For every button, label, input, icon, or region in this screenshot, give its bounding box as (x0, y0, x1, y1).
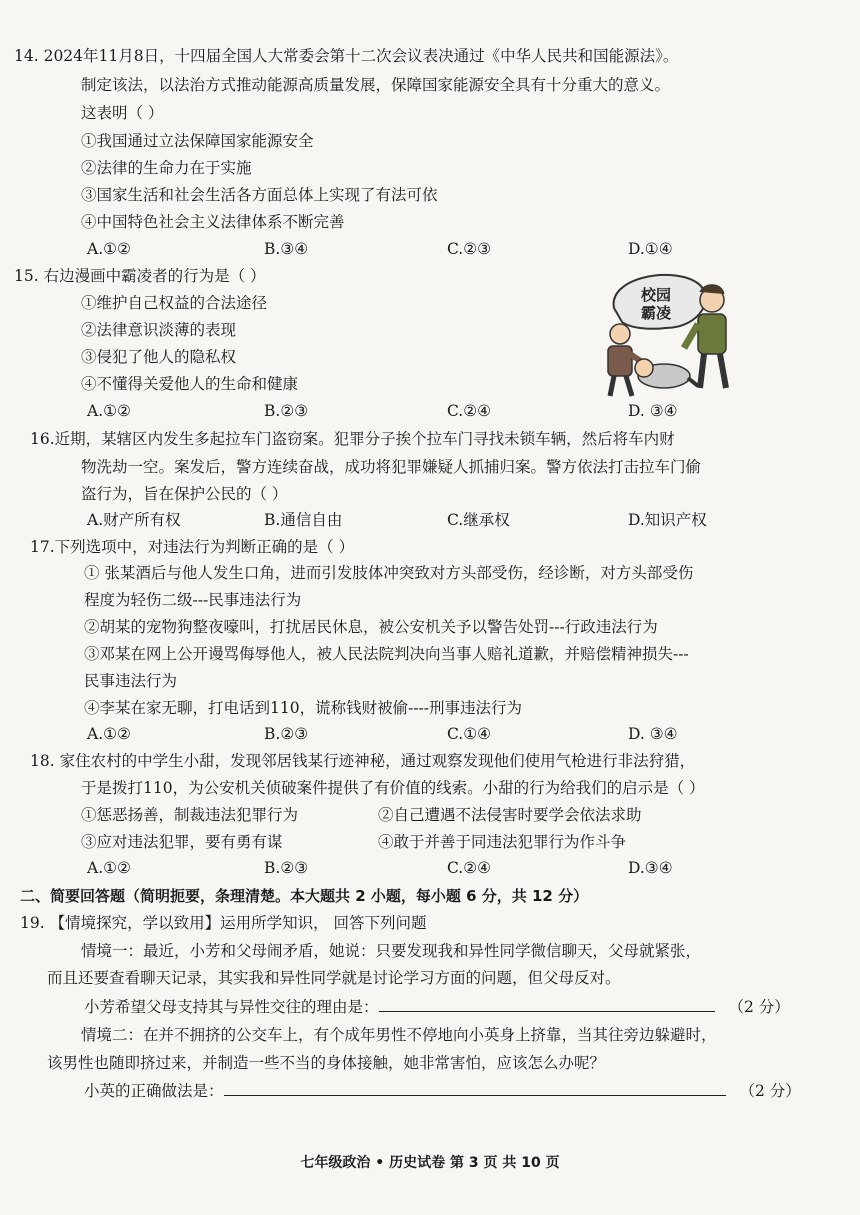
option-c: C.②④ (447, 402, 492, 420)
question-15-statement-4: ④不懂得关爱他人的生命和健康 (81, 375, 299, 393)
question-18-statement-2: ②自己遭遇不法侵害时要学会依法求助 (378, 806, 642, 824)
scenario-2-line2: 该男性也随即挤过来，并制造一些不当的身体接触，她非常害怕，应该怎么办呢？ (47, 1054, 606, 1072)
option-b: B.②③ (264, 402, 309, 420)
option-d: D.①④ (628, 240, 673, 258)
question-18-statement-1: ①惩恶扬善，制裁违法犯罪行为 (81, 806, 299, 824)
question-14-statement-3: ③国家生活和社会生活各方面总体上实现了有法可依 (81, 186, 438, 204)
page-footer: 七年级政治 • 历史试卷 第 3 页 共 10 页 (300, 1155, 560, 1171)
answer-blank-2[interactable] (224, 1079, 726, 1096)
answer-blank-1[interactable] (379, 995, 715, 1012)
question-17-statement-2: ②胡某的宠物狗整夜嚎叫，打扰居民休息，被公安机关予以警告处罚---行政违法行为 (84, 618, 658, 636)
question-19-points-2: （2 分） (739, 1082, 801, 1100)
question-15-statement-3: ③侵犯了他人的隐私权 (81, 348, 237, 366)
question-18-stem-line1: 18. 家住农村的中学生小甜，发现邻居钱某行迹神秘，通过观察发现他们使用气枪进行非法狩猎， (30, 752, 696, 770)
option-a: A.①② (87, 725, 131, 743)
question-18-stem-line2: 于是拨打110，为公安机关侦破案件提供了有价值的线索。小甜的行为给我们的启示是（ ） (81, 779, 705, 797)
question-14-statement-4: ④中国特色社会主义法律体系不断完善 (81, 213, 345, 231)
question-17-statement-3-line1: ③邓某在网上公开谩骂侮辱他人，被人民法院判决向当事人赔礼道歉，并赔偿精神损失--- (84, 645, 689, 663)
question-14-stem-line2: 制定该法，以法治方式推动能源高质量发展，保障国家能源安全具有十分重大的意义。 (81, 76, 671, 94)
option-c: C.②④ (447, 859, 492, 877)
question-17-options (0, 722, 860, 746)
option-c: C.②③ (447, 240, 492, 258)
option-c: C.继承权 (447, 511, 510, 529)
option-b: B.③④ (264, 240, 309, 258)
question-15-options (0, 399, 860, 423)
option-c: C.①④ (447, 725, 492, 743)
question-18-options (0, 856, 860, 880)
option-a: A.①② (87, 402, 131, 420)
question-19-ask-2 (84, 1079, 801, 1103)
option-b: B.②③ (264, 725, 309, 743)
option-d: D. ③④ (628, 725, 678, 743)
question-16-options (0, 508, 860, 532)
question-15-statement-2: ②法律意识淡薄的表现 (81, 321, 237, 339)
question-19-ask-1-text: 小芳希望父母支持其与异性交往的理由是： (84, 998, 379, 1016)
section-2-heading: 二、简要回答题（简明扼要，条理清楚。本大题共 2 小题，每小题 6 分，共 12 分） (20, 887, 589, 905)
question-14-stem-line3: 这表明（ ） (81, 104, 164, 122)
question-19-ask-2-text: 小英的正确做法是： (84, 1082, 224, 1100)
question-14-statement-1: ①我国通过立法保障国家能源安全 (81, 132, 314, 150)
question-16-stem-line3: 盗行为，旨在保护公民的（ ） (81, 485, 288, 503)
question-14-stem-line1: 14. 2024年11月8日，十四届全国人大常委会第十二次会议表决通过《中华人民共和国能源法》。 (14, 47, 679, 65)
question-16-stem-line1: 16.近期，某辖区内发生多起拉车门盗窃案。犯罪分子挨个拉车门寻找未锁车辆，然后将车内财 (30, 430, 675, 448)
option-d: D.知识产权 (628, 511, 707, 529)
option-b: B.通信自由 (264, 511, 343, 529)
bullying-cartoon-illustration (600, 268, 740, 400)
question-17-statement-1-line2: 程度为轻伤二级---民事违法行为 (84, 591, 302, 609)
option-a: A.①② (87, 859, 131, 877)
option-b: B.②③ (264, 859, 309, 877)
question-19-stem: 19. 【情境探究，学以致用】运用所学知识， 回答下列问题 (20, 914, 427, 932)
scenario-1-line2: 而且还要查看聊天记录，其实我和异性同学就是讨论学习方面的问题，但父母反对。 (47, 969, 621, 987)
question-17-stem: 17.下列选项中，对违法行为判断正确的是（ ） (30, 538, 355, 556)
question-15-statement-1: ①维护自己权益的合法途径 (81, 294, 268, 312)
scenario-1-line1: 情境一：最近，小芳和父母闹矛盾，她说：只要发现我和异性同学微信聊天，父母就紧张， (81, 942, 702, 960)
question-15-stem: 15. 右边漫画中霸凌者的行为是（ ） (14, 267, 266, 285)
cartoon-drawing (600, 268, 740, 400)
option-d: D. ③④ (628, 402, 678, 420)
question-14-options (0, 237, 860, 261)
scenario-2-line1: 情境二：在并不拥挤的公交车上，有个成年男性不停地向小英身上挤靠，当其往旁边躲避时， (81, 1026, 717, 1044)
question-19-ask-1 (84, 995, 790, 1019)
question-14-statement-2: ②法律的生命力在于实施 (81, 159, 252, 177)
question-17-statement-1-line1: ① 张某酒后与他人发生口角，进而引发肢体冲突致对方头部受伤，经诊断，对方头部受伤 (84, 564, 694, 582)
question-19-points-1: （2 分） (728, 998, 790, 1016)
cartoon-caption: 校园霸凌 (640, 286, 672, 322)
question-16-stem-line2: 物洗劫一空。案发后，警方连续奋战，成功将犯罪嫌疑人抓捕归案。警方依法打击拉车门偷 (81, 458, 702, 476)
option-a: A.①② (87, 240, 131, 258)
question-18-statement-3: ③应对违法犯罪，要有勇有谋 (81, 833, 283, 851)
question-18-statement-4: ④敢于并善于同违法犯罪行为作斗争 (378, 833, 627, 851)
option-d: D.③④ (628, 859, 673, 877)
option-a: A.财产所有权 (87, 511, 181, 529)
question-17-statement-3-line2: 民事违法行为 (84, 672, 178, 690)
question-17-statement-4: ④李某在家无聊，打电话到110，谎称钱财被偷----刑事违法行为 (84, 699, 523, 717)
